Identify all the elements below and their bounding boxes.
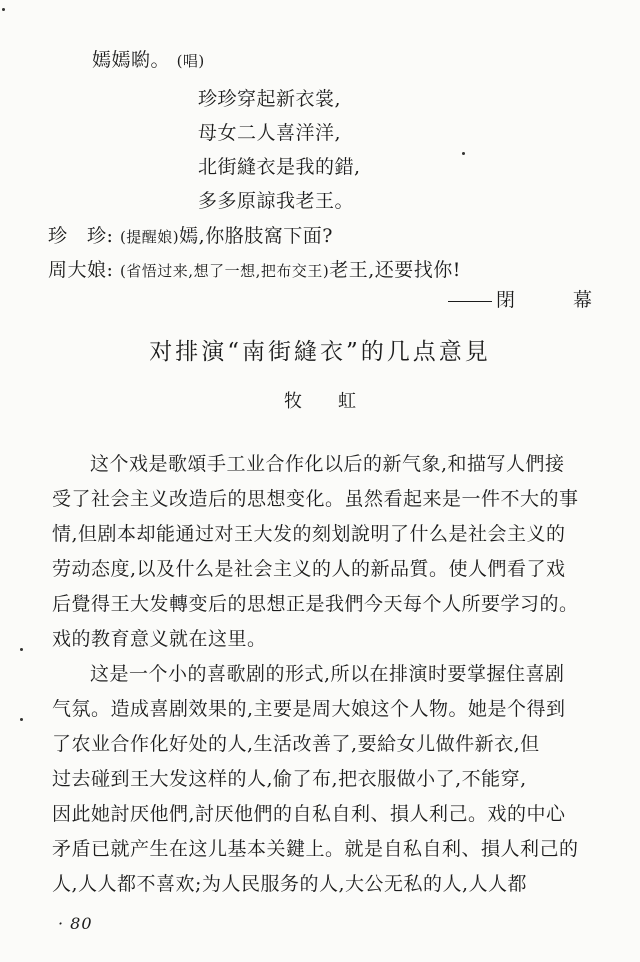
scan-speck [20, 718, 23, 721]
dialogue-text: 老王,还要找你! [329, 259, 461, 281]
body-line: 后覺得王大发轉变后的思想正是我們今天每个人所要学习的。 [52, 593, 579, 615]
article-author: 牧虹 [284, 391, 392, 412]
body-line: 情,但剧本却能通过对王大发的刻划說明了什么是社会主义的 [52, 523, 566, 545]
dialogue-text: 嫣,你胳肢窩下面? [179, 225, 333, 247]
scan-speck [462, 152, 465, 155]
song-line-1: 珍珍穿起新衣裳, [198, 88, 342, 110]
song-line-3: 北街縫衣是我的錯, [198, 156, 361, 178]
body-line: 劳动态度,以及什么是社会主义的人的新品質。使人們看了戏 [52, 558, 566, 580]
body-line: 过去碰到王大发这样的人,偷了布,把衣服做小了,不能穿, [52, 768, 527, 790]
body-line: 受了社会主义改造后的思想变化。虽然看起来是一件不大的事 [52, 488, 579, 510]
dash-rule [448, 301, 492, 302]
body-line: 矛盾已就产生在这儿基本关鍵上。就是自私自利、損人利己的 [52, 838, 579, 860]
body-line: 气氛。造成喜剧效果的,主要是周大娘这个人物。她是个得到 [52, 698, 566, 720]
body-line: 这个戏是歌頌手工业合作化以后的新气象,和描写人們接 [90, 453, 565, 475]
stage-cue: (提醒娘) [119, 228, 180, 246]
body-line: 因此她討厌他們,討厌他們的自私自利、損人利己。戏的中心 [52, 803, 566, 825]
page-number: · 80 [58, 914, 93, 933]
speaker-name: 珍 珍: [48, 225, 114, 247]
dialogue-text: 嫣嫣喲。 [92, 49, 171, 71]
script-line-zhou [48, 258, 461, 283]
curtain-mark [448, 288, 618, 312]
body-line: 这是一个小的喜歌剧的形式,所以在排演时要掌握住喜剧 [90, 663, 565, 685]
script-line-1 [92, 48, 205, 73]
article-title: 对排演“南街縫衣”的几点意見 [149, 339, 491, 365]
song-line-4: 多多原諒我老王。 [198, 190, 355, 212]
body-line: 人,人人都不喜欢;为人民服务的人,大公无私的人,人人都 [52, 873, 528, 895]
body-line: 戏的教育意义就在这里。 [52, 628, 267, 650]
stage-cue: (唱) [176, 52, 205, 70]
body-line: 了农业合作化好处的人,生活改善了,要給女儿做件新衣,但 [52, 733, 540, 755]
stage-cue: (省悟过来,想了一想,把布交王) [119, 262, 330, 280]
speaker-name: 周大娘: [48, 259, 114, 281]
scan-speck [20, 648, 23, 651]
song-line-2: 母女二人喜洋洋, [198, 122, 342, 144]
scan-speck [2, 8, 5, 11]
curtain-text: 閉 幕 [496, 289, 619, 311]
script-line-zhenzhen [48, 224, 333, 249]
